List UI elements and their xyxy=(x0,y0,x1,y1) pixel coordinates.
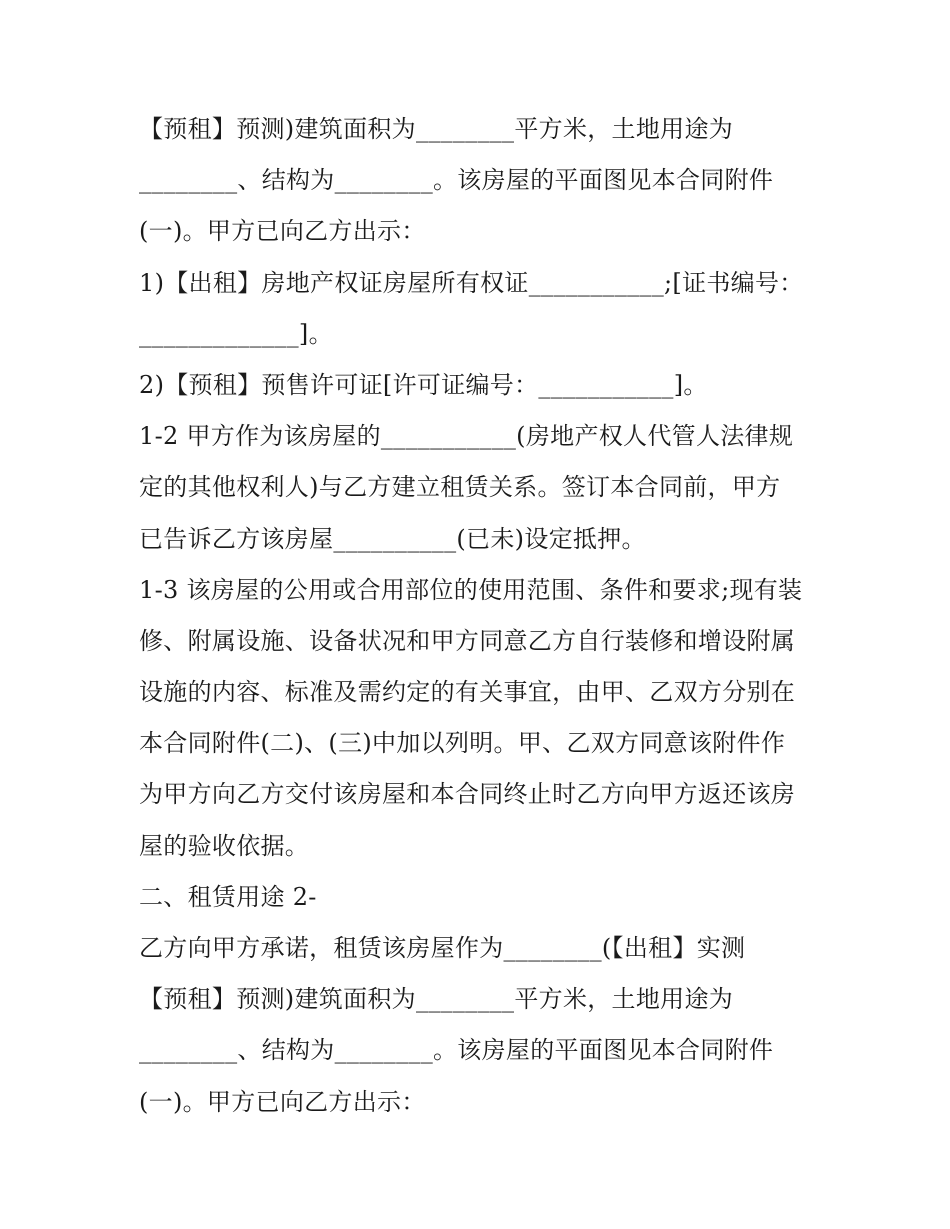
text-line-14: 为甲方向乙方交付该房屋和本合同终止时乙方向甲方返还该房 xyxy=(139,780,796,809)
text-line-18: 【预租】预测)建筑面积为________平方米，土地用途为 xyxy=(139,985,734,1014)
text-line-19: ________、结构为________。该房屋的平面图见本合同附件 xyxy=(139,1036,774,1065)
section-heading: 二、租赁用途 2- xyxy=(139,882,317,911)
text-line-12: 设施的内容、标准及需约定的有关事宜，由甲、乙双方分别在 xyxy=(139,678,796,707)
text-line-11: 修、附属设施、设备状况和甲方同意乙方自行装修和增设附属 xyxy=(139,626,796,655)
text-line-6: 2)【预租】预售许可证[许可证编号：___________]。 xyxy=(139,370,708,399)
text-line-13: 本合同附件(二)、(三)中加以列明。甲、乙双方同意该附件作 xyxy=(139,729,786,758)
text-line-7: 1-2 甲方作为该房屋的___________(房地产权人代管人法律规 xyxy=(139,422,794,451)
text-line-8: 定的其他权利人)与乙方建立租赁关系。签订本合同前，甲方 xyxy=(139,473,781,502)
text-line-5: _____________]。 xyxy=(139,319,333,348)
document-body xyxy=(139,107,829,1131)
text-line-2: ________、结构为________。该房屋的平面图见本合同附件 xyxy=(139,166,774,195)
text-line-9: 已告诉乙方该房屋__________(已未)设定抵押。 xyxy=(139,524,646,553)
text-line-1: 【预租】预测)建筑面积为________平方米，土地用途为 xyxy=(139,115,734,143)
text-line-15: 屋的验收依据。 xyxy=(139,831,310,860)
text-line-4: 1)【出租】房地产权证房屋所有权证___________;[证书编号： xyxy=(139,268,804,297)
text-line-17: 乙方向甲方承诺，租赁该房屋作为________(【出租】实测 xyxy=(139,934,746,962)
text-line-10: 1-3 该房屋的公用或合用部位的使用范围、条件和要求;现有装 xyxy=(139,575,803,604)
text-line-20: (一)。甲方已向乙方出示： xyxy=(139,1087,426,1116)
text-line-3: (一)。甲方已向乙方出示： xyxy=(139,217,426,246)
